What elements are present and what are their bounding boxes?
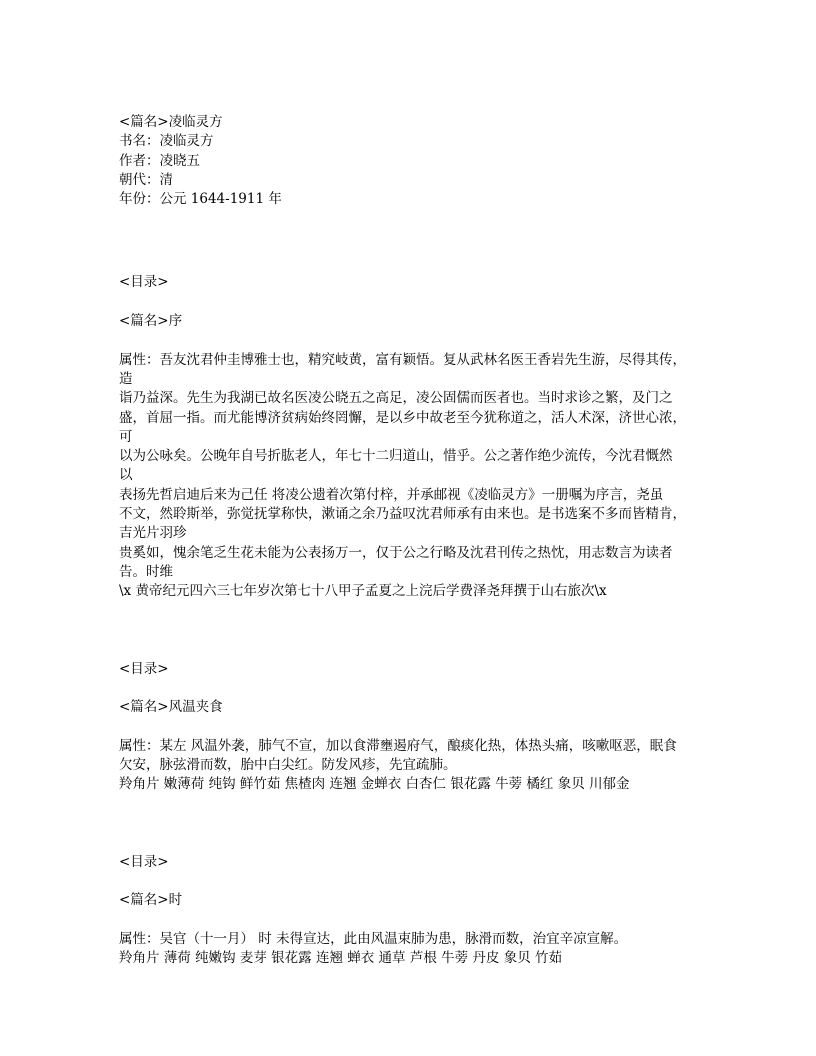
body-line: 属性：吴官（十一月） 时 未得宣达，此由风温束肺为患，脉滑而数，治宜辛凉宣解。 — [119, 930, 628, 947]
years: 年份：公元 1644-1911 年 — [119, 191, 282, 208]
body-line: 属性：某左 风温外袭，肺气不宣，加以食滞壅遏府气，酿痰化热，体热头痛，咳嗽呕恶，眠食 — [119, 737, 677, 754]
body-line: 造 — [119, 370, 133, 387]
body-line: 告。时维 — [119, 563, 173, 580]
book-name: 书名：凌临灵方 — [119, 133, 214, 150]
body-line: 诣乃益深。先生为我湖已故名医凌公晓五之高足，凌公固儒而医者也。当时求诊之繁，及门之 — [119, 390, 673, 407]
body-line: 以 — [119, 467, 133, 484]
body-line: 表扬先哲启迪后来为己任 将凌公遗着次第付梓，并承邮视《凌临灵方》一册嘱为序言，尧虽 — [119, 486, 664, 503]
body-line: 属性：吾友沈君仲圭博雅士也，精究岐黄，富有颖悟。复从武林名医王香岩先生游，尽得其传， — [119, 351, 686, 368]
body-line: 贵奚如，愧余笔乏生花未能为公表扬万一，仅于公之行略及沈君刊传之热忱，用志数言为读者 — [119, 544, 673, 561]
dynasty: 朝代：清 — [119, 171, 173, 188]
body-line: 以为公咏矣。公晚年自号折肱老人，年七十二归道山，惜乎。公之著作绝少流传，今沈君慨然 — [119, 448, 673, 465]
section-title: <篇名>序 — [119, 313, 183, 330]
chapter-title: <篇名>凌临灵方 — [119, 114, 223, 130]
section-body — [119, 737, 699, 795]
body-line: 盛，首屈一指。而尤能博济贫病始终罔懈，是以乡中故老至今犹称道之，活人术深，济世心浓， — [119, 409, 686, 426]
section-body — [119, 930, 699, 969]
body-line: 可 — [119, 428, 133, 445]
body-line: 欠安，脉弦滑而数，胎中白尖红。防发风疹，先宜疏肺。 — [119, 757, 457, 774]
document-page — [119, 113, 699, 968]
toc-link[interactable]: <目录> — [119, 274, 169, 291]
herb-list: 羚角片 嫩薄荷 纯钩 鲜竹茹 焦楂肉 连翘 金蝉衣 白杏仁 银花露 牛蒡 橘红 象贝 川郁金 — [119, 776, 630, 793]
toc-link[interactable]: <目录> — [119, 660, 169, 677]
author: 作者：凌晓五 — [119, 152, 200, 169]
section-body — [119, 351, 699, 602]
body-line: 吉光片羽珍 — [119, 525, 187, 542]
section-title: <篇名>风温夹食 — [119, 699, 223, 716]
body-line: \x 黄帝纪元四六三七年岁次第七十八甲子孟夏之上浣后学费泽尧拜撰于山右旅次\x — [119, 583, 607, 600]
toc-link[interactable]: <目录> — [119, 853, 169, 870]
herb-list: 羚角片 薄荷 纯嫩钩 麦芽 银花露 连翘 蝉衣 通草 芦根 牛蒡 丹皮 象贝 竹茹 — [119, 950, 562, 967]
body-line: 不文，然聆斯举，弥觉抚掌称快，漱诵之余乃益叹沈君师承有由来也。是书选案不多而皆精肯， — [119, 506, 686, 523]
section-title: <篇名>时 — [119, 892, 183, 909]
